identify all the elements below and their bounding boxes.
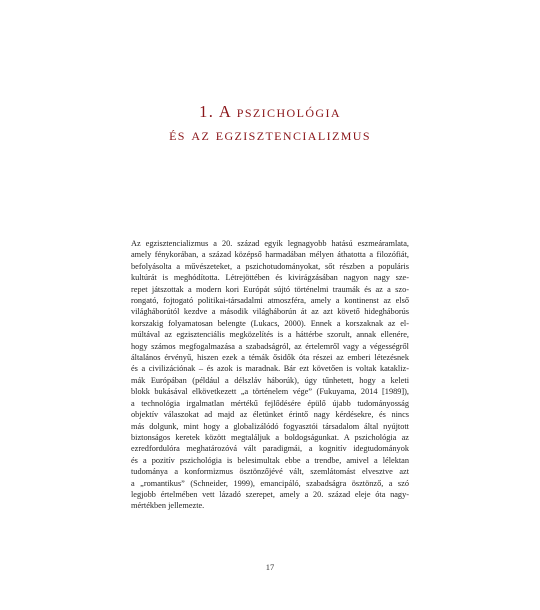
body-paragraph (131, 238, 409, 512)
text-line: hogy számos megfogalmazása a szabadságról, az értelemről vagy a végességről (131, 341, 409, 351)
text-line: a technológia irgalmatlan mértékű fejlődésére épülő újabb tudományosság (131, 398, 409, 408)
chapter-title (0, 100, 540, 146)
text-line: biztonságos keretek között megtaláljuk a boldogságunkat. A pszichológia az (131, 432, 409, 442)
text-line: és a pozitív pszichológia is belesimultak ebbe a trendbe, amivel a lélektan (131, 455, 409, 465)
text-line: mák Európában (például a délszláv háborúk), úgy tűnhetett, hogy a keleti (131, 375, 409, 385)
text-line: rongató, fojtogató politikai-társadalmi atmoszféra, amely a kontinenst az első (131, 296, 409, 306)
text-line: kultúrát is meghódította. Létrejöttében és kivirágzásában nagyon nagy sze- (131, 273, 409, 283)
text-line: más dolgunk, mint hogy a globalizálódó fogyasztói társadalom által nyújtott (131, 421, 409, 431)
text-line: blokk bukásával elkövetkezett „a történelem vége” (Fukuyama, 2014 [1989]), (131, 387, 409, 397)
text-line: korszakig folyamatosan belengte (Lukacs, 2000). Ennek a korszaknak az el- (131, 318, 409, 328)
chapter-title-line-1: 1. A pszichológia (199, 102, 341, 121)
text-line: általános érvényű, hiszen ezek a témák ősidők óta részei az emberi létezésnek (131, 353, 409, 363)
text-line: és a civilizációnak – és azok is maradnak. Bár ezt követően is voltak katakliz- (131, 364, 409, 374)
chapter-title-line-2: és az egzisztencializmus (169, 125, 371, 144)
text-line: repet játszottak a modern kori Európát sújtó történelmi traumák és az a szo- (131, 284, 409, 294)
text-line: mértékben jellemezte. (131, 501, 205, 511)
text-line: tudománya a konformizmus ösztönzőjévé vált, szemlátomást elvesztve azt (131, 467, 409, 477)
text-line: befolyásolta a művészeteket, a pszichotudományokat, sőt részben a populáris (131, 261, 409, 271)
text-line: amely fénykorában, a század középső harmadában mélyen áthatotta a filozófiát, (131, 250, 409, 260)
text-line: ezredfordulóra meghatározóvá vált paradigmái, a kognitív idegtudományok (131, 444, 409, 454)
text-line: objektív válaszokat ad majd az életünket érintő nagy kérdésekre, és nincs (131, 410, 409, 420)
text-line: legjobb értelmében vett lázadó szerepet, amely a 20. század eleje óta nagy- (131, 489, 409, 499)
text-line: múltával az egzisztenciális megközelítés is a háttérbe szorult, annak ellenére, (131, 330, 409, 340)
text-line: Az egzisztencializmus a 20. század egyik legnagyobb hatású eszmeáramlata, (131, 239, 409, 248)
text-line: világháborútól kezdve a második világháborún át az azt követő hidegháborús (131, 307, 409, 317)
page-number: 17 (265, 562, 275, 572)
text-line: a „romantikus” (Schneider, 1999), emancipáló, szabadságra ösztönző, a szó (131, 478, 409, 488)
